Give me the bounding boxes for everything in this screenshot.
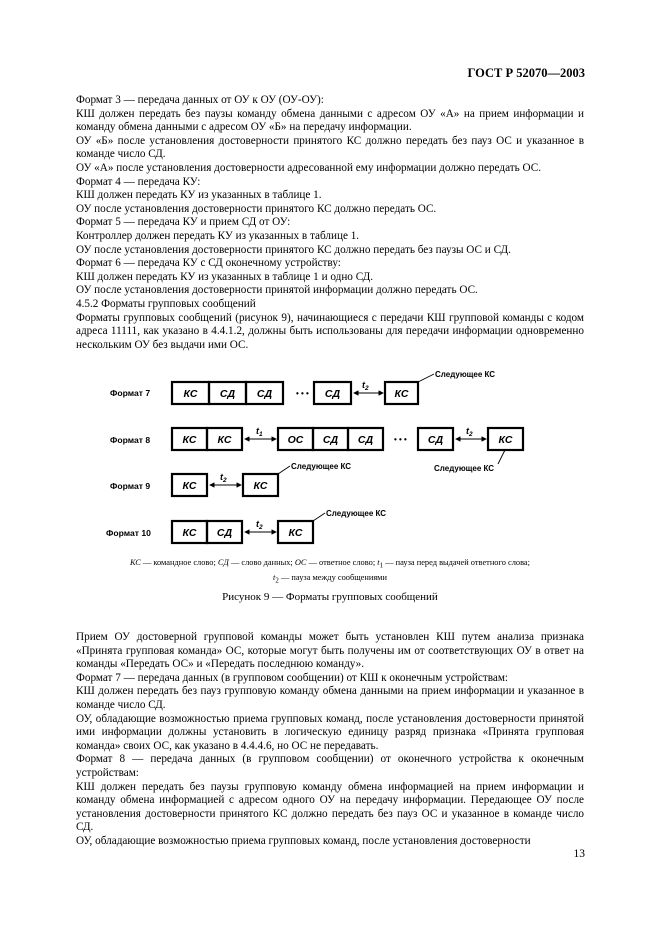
bottom-text-block	[76, 631, 584, 849]
paragraph: ОУ после установления достоверности принятого КС должно передать без паузы ОС и СД.	[76, 243, 511, 256]
pause-t2-label: $t_2$	[466, 426, 473, 438]
ellipsis-dots: • • •	[296, 389, 309, 398]
ks-box-label: КС	[253, 480, 268, 492]
paragraph: Формат 7 — передача данных (в групповом сообщении) от КШ к оконечным устройствам:	[76, 671, 509, 684]
pause-t2-label: $t_2$	[256, 519, 263, 531]
format-8-label: Формат 8	[110, 435, 151, 445]
format-9-row	[172, 462, 351, 496]
figure-9-diagram	[100, 364, 560, 552]
sd-box-label: СД	[357, 434, 374, 446]
paragraph: КШ должен передать без паузы команду обмена данными с адресом ОУ «А» на прием информации и команду обмена данными с адресом ОУ «Б» на передачу информации.	[76, 107, 584, 134]
pause-t2-label: $t_2$	[362, 380, 369, 392]
paragraph: КШ должен передать без пауз групповую команду обмена данными на прием информации и указанное в команде число СД.	[76, 685, 584, 711]
format-10-row	[172, 509, 386, 543]
paragraph: ОУ после установления достоверности принятой информации должно передать ОС.	[76, 284, 478, 297]
figure-legend	[76, 557, 584, 586]
pause-t2-label: $t_2$	[220, 472, 227, 484]
ks-box-label: КС	[217, 434, 232, 446]
format-7-row	[172, 370, 495, 404]
next-ks-label: Следующее КС	[435, 370, 496, 379]
paragraph: Формат 8 — передача данных (в групповом сообщении) от оконечного устройства к оконечным устройствам:	[76, 753, 584, 779]
ellipsis-dots: • • •	[394, 435, 407, 444]
paragraph: КШ должен передать КУ из указанных в таблице 1.	[76, 189, 322, 202]
pause-t1-label: $t_1$	[256, 426, 263, 438]
callout-line	[313, 513, 325, 521]
callout-line	[278, 466, 290, 474]
sd-box-label: СД	[219, 388, 236, 400]
os-box-label: ОС	[287, 434, 304, 446]
paragraph: Формат 3 — передача данных от ОУ к ОУ (ОУ-ОУ):	[76, 94, 324, 106]
paragraph: Прием ОУ достоверной групповой команды может быть установлен КШ путем анализа признака «Принята групповая команда» ОС, которые могут быть получены им от соответствующих ОУ в ответ на команды «Передать ОС» и «Передать последнюю команду».	[76, 631, 584, 671]
sd-box-label: СД	[324, 388, 341, 400]
ks-box-label: КС	[183, 388, 198, 400]
figure-caption: Рисунок 9 — Форматы групповых сообщений	[222, 591, 438, 603]
ks-box-label: КС	[288, 527, 303, 539]
ks-box-label: КС	[182, 527, 197, 539]
standard-header: ГОСТ Р 52070—2003	[467, 66, 585, 80]
format-7-label: Формат 7	[110, 388, 151, 398]
ks-box-label: КС	[182, 480, 197, 492]
paragraph: ОУ после установления достоверности принятого КС должно передать ОС.	[76, 202, 437, 215]
ks-box-label: КС	[182, 434, 197, 446]
top-text-block	[76, 94, 584, 352]
next-ks-label: Следующее КС	[326, 509, 387, 518]
paragraph: КШ должен передать без паузы групповую команду обмена информацией на прием информации и команду обмена информацией с адресом одного ОУ на передачу информации. Передающее ОУ после установления достоверности принятого КС должно передать без пауз ОС и указанное в команде число СД.	[76, 780, 584, 834]
sd-box-label: СД	[322, 434, 339, 446]
formats-diagram-svg	[100, 364, 560, 552]
sd-box-label: СД	[256, 388, 273, 400]
sd-box-label: СД	[216, 527, 233, 539]
paragraph: ОУ «А» после установления достоверности адресованной ему информации должно передать ОС.	[76, 161, 542, 174]
paragraph: Форматы групповых сообщений (рисунок 9), начинающиеся с передачи КШ групповой команды с кодом адреса 11111, как указано в 4.4.1.2, должны быть использованы для передачи информации одновременно нескольким ОУ без выдачи ими ОС.	[76, 311, 584, 351]
ks-box-label: КС	[394, 388, 409, 400]
paragraph: КШ должен передать КУ из указанных в таблице 1 и одно СД.	[76, 270, 374, 283]
paragraph: Формат 6 — передача КУ с СД оконечному устройству:	[76, 257, 341, 270]
ks-box-label: КС	[498, 434, 513, 446]
paragraph: ОУ, обладающие возможностью приема групповых команд, после установления достоверности	[76, 834, 531, 847]
callout-line	[498, 450, 505, 464]
callout-line	[418, 374, 434, 382]
paragraph: Контроллер должен передать КУ из указанных в таблице 1.	[76, 229, 360, 242]
paragraph: Формат 4 — передача КУ:	[76, 175, 201, 188]
paragraph: ОУ, обладающие возможностью приема групповых команд, после установления достоверности принятой ими информации должны установить в логическую единицу разряд признака «Принята групповая команда» своих ОС, как указано в 4.4.4.6, но ОС не передавать.	[76, 712, 584, 752]
section-heading: 4.5.2 Форматы групповых сообщений	[76, 297, 256, 310]
legend-line-1: КС — командное слово; СД — слово данных; ОС — ответное слово; $t_1$ — пауза перед выдачей ответного слова;	[130, 558, 530, 570]
paragraph: Формат 5 — передача КУ и прием СД от ОУ:	[76, 216, 291, 229]
next-ks-label: Следующее КС	[291, 462, 352, 471]
next-ks-label: Следующее КС	[434, 464, 495, 473]
legend-line-2: $t_2$ — пауза между сообщениями	[273, 572, 387, 585]
page-number: 13	[573, 848, 585, 860]
format-10-label: Формат 10	[106, 528, 151, 538]
format-9-label: Формат 9	[110, 481, 151, 491]
sd-box-label: СД	[427, 434, 444, 446]
paragraph: ОУ «Б» после установления достоверности принятого КС должно передать без пауз ОС и указанное в команде число СД.	[76, 134, 584, 161]
